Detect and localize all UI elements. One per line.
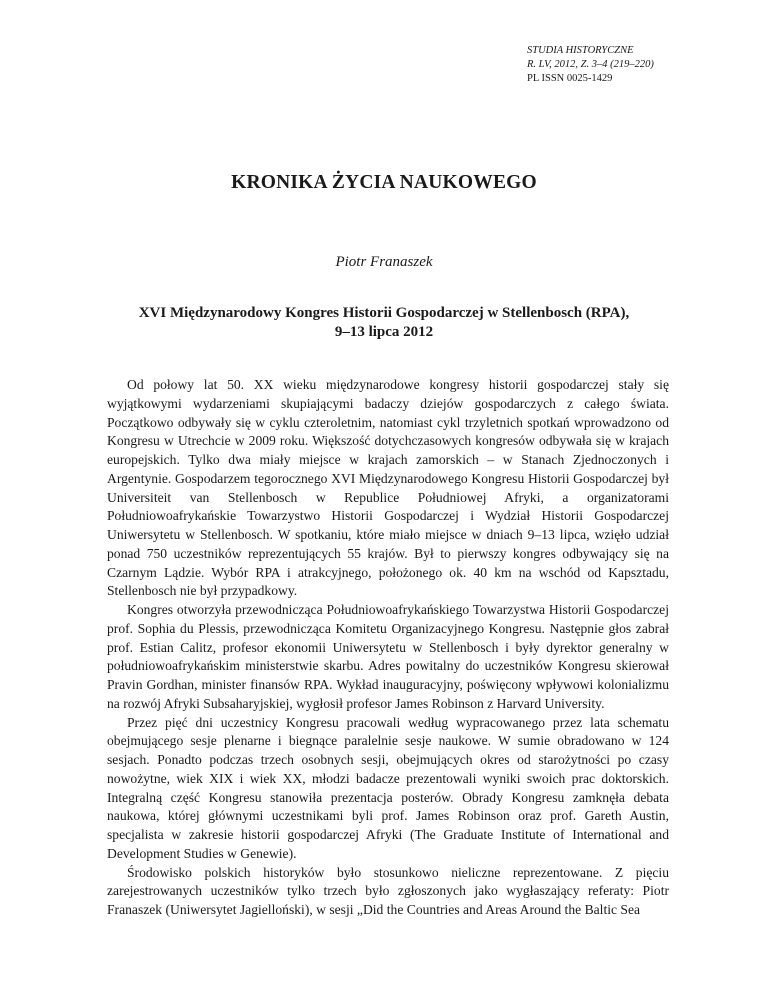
article-title: [0, 304, 768, 342]
volume-info: R. LV, 2012, Z. 3–4 (219–220): [527, 59, 654, 70]
paragraph: Środowisko polskich historyków było stosunkowo nieliczne reprezentowane. Z pięciu zarejestrowanych uczestników tylko trzech było zgłoszonych jako wygłaszający referaty: Piotr Franaszek (Uniwersytet Jagielloński), w sesji „Did the Countries and Areas Around the Baltic Sea: [107, 864, 669, 917]
article-body: [107, 376, 669, 920]
author-name: Piotr Franaszek: [335, 254, 433, 270]
journal-info: [527, 44, 654, 86]
section-title: KRONIKA ŻYCIA NAUKOWEGO: [231, 172, 537, 193]
article-title-line-1: XVI Międzynarodowy Kongres Historii Gospodarczej w Stellenbosch (RPA),: [138, 305, 630, 321]
journal-name: STUDIA HISTORYCZNE: [527, 45, 634, 56]
issn: PL ISSN 0025-1429: [527, 73, 613, 84]
paragraph: Od połowy lat 50. XX wieku międzynarodowe kongresy historii gospodarczej stały się wyjątkowymi wydarzeniami skupiającymi badaczy dziejów gospodarczych z całego świata. Początkowo odbywały się w cyklu czteroletnim, natomiast cykl trzyletnich spotkań wprowadzono od Kongresu w Utrechcie w 2009 roku. Większość dotychczasowych kongresów odbywała się w krajach europejskich. Tylko dwa miały miejsce w krajach zamorskich – w Stanach Zjednoczonych i Argentynie. Gospodarzem tegorocznego XVI Międzynarodowego Kongresu Historii Gospodarczej był Universiteit van Stellenbosch w Republice Południowej Afryki, a organizatorami Południowoafrykańskie Towarzystwo Historii Gospodarczej i Wydział Historii Gospodarczej Uniwersytetu w Stellenbosch. W spotkaniu, które miało miejsce w dniach 9–13 lipca, wzięło udział ponad 750 uczestników reprezentujących 55 krajów. Był to pierwszy kongres odbywający się na Czarnym Lądzie. Wybór RPA i atrakcyjnego, położonego ok. 40 km na wschód od Kapsztadu, Stellenbosch nie był przypadkowy.: [107, 377, 669, 599]
paragraph: Przez pięć dni uczestnicy Kongresu pracowali według wypracowanego przez lata schematu obejmującego sesje plenarne i biegnące paralelnie sesje naukowe. W sumie obradowano w 124 sesjach. Ponadto podczas trzech osobnych sesji, obejmujących okres od starożytności po czasy nowożytne, wiek XIX i wiek XX, młodzi badacze prezentowali wyniki swoich prac doktorskich. Integralną część Kongresu stanowiła prezentacja posterów. Obrady Kongresu zamknęła debata naukowa, której głównymi uczestnikami byli prof. James Robinson oraz prof. Gareth Austin, specjalista w zakresie historii gospodarczej Afryki (The Graduate Institute of International and Development Studies w Genewie).: [107, 714, 669, 861]
paragraph: Kongres otworzyła przewodnicząca Południowoafrykańskiego Towarzystwa Historii Gospodarczej prof. Sophia du Plessis, przewodnicząca Komitetu Organizacyjnego Kongresu. Następnie głos zabrał prof. Estian Calitz, profesor ekonomii Uniwersytetu w Stellenbosch i były dyrektor generalny w południowoafrykańskim ministerstwie skarbu. Adres powitalny do uczestników Kongresu skierował Pravin Gordhan, minister finansów RPA. Wykład inauguracyjny, poświęcony wpływowi kolonializmu na rozwój Afryki Subsaharyjskiej, wygłosił profesor James Robinson z Harvard University.: [107, 602, 669, 711]
article-title-line-2: 9–13 lipca 2012: [334, 324, 434, 340]
